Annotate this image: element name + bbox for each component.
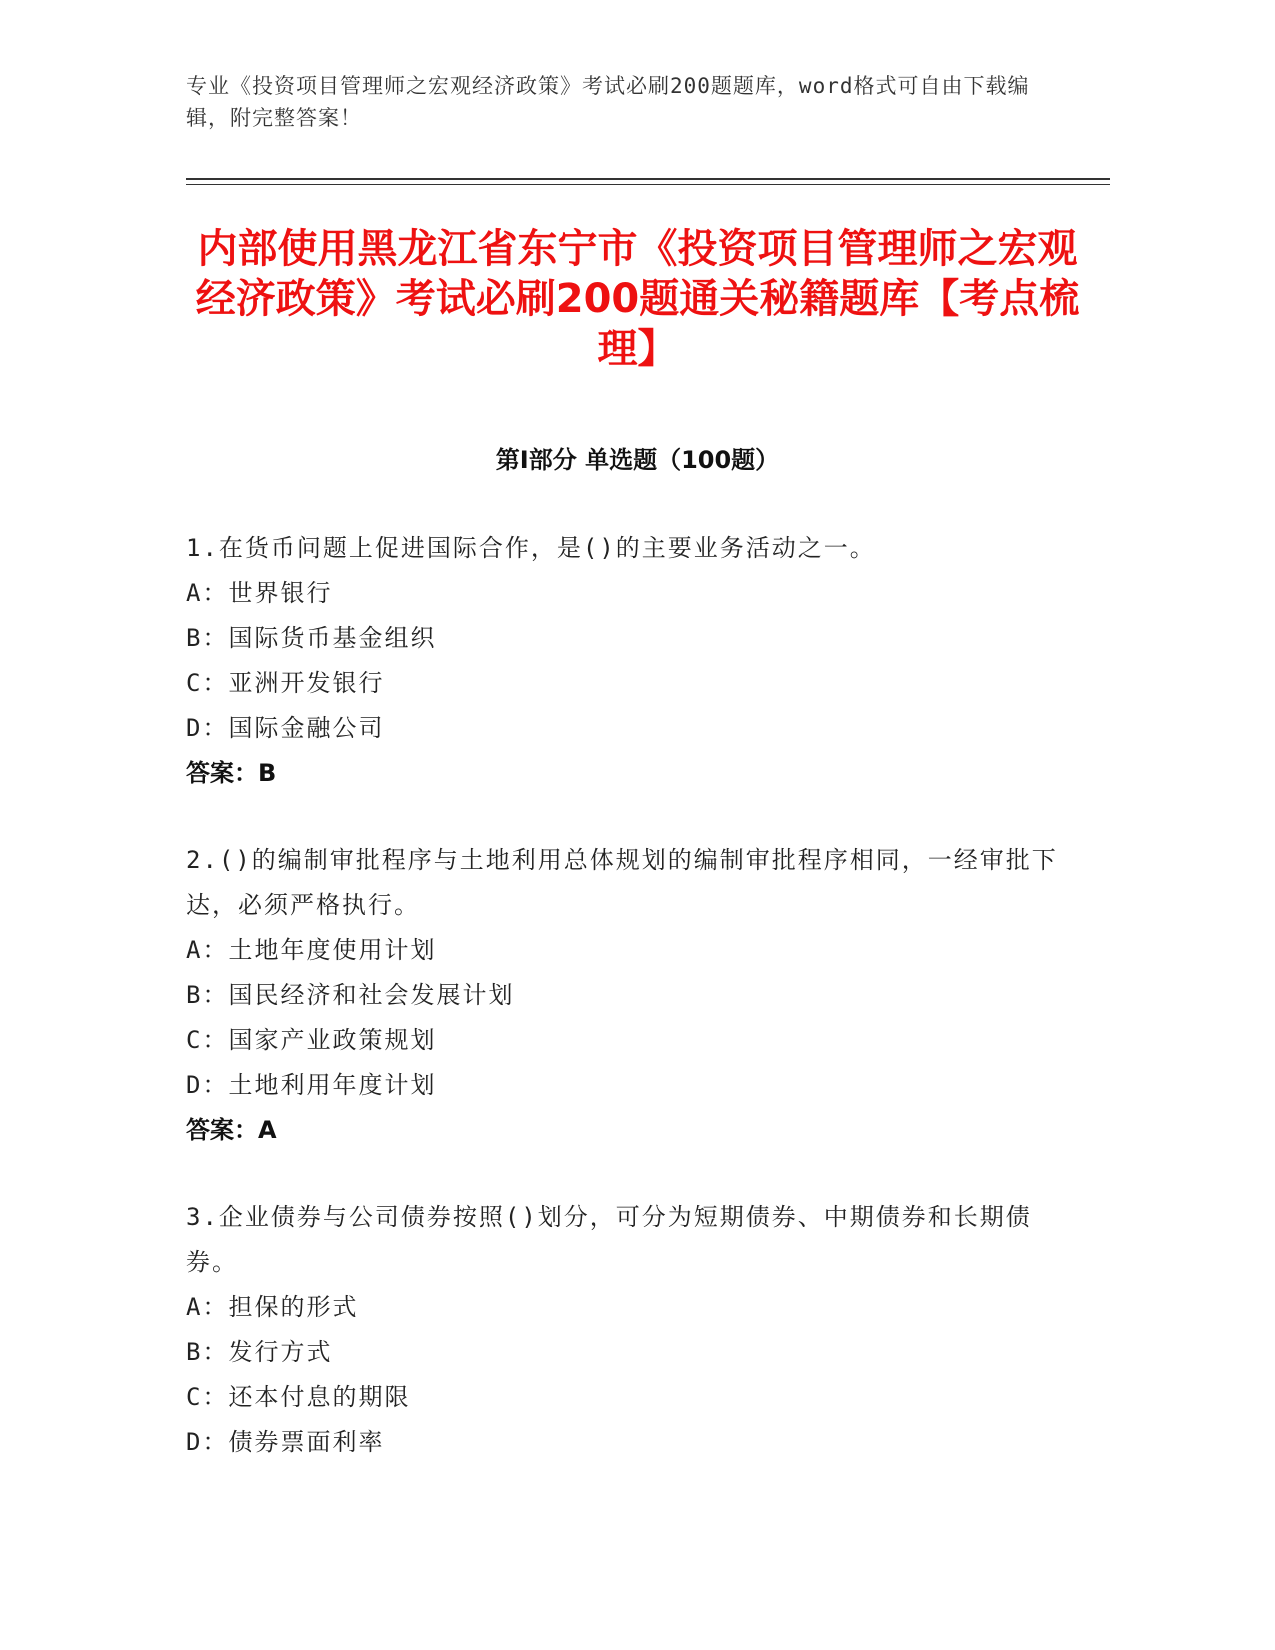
question-stem: 3.企业债券与公司债券按照()划分，可分为短期债券、中期债券和长期债券。 xyxy=(186,1203,1032,1276)
option-d: D：债券票面利率 xyxy=(186,1428,385,1456)
question-3 xyxy=(186,1195,1066,1465)
option-a: A：担保的形式 xyxy=(186,1293,359,1321)
option-d: D：国际金融公司 xyxy=(186,714,385,742)
answer: 答案：B xyxy=(186,759,277,787)
document-title: 内部使用黑龙江省东宁市《投资项目管理师之宏观经济政策》考试必刷200题通关秘籍题库【考点梳理】 xyxy=(195,226,1080,372)
answer: 答案：A xyxy=(186,1116,277,1144)
option-c: C：亚洲开发银行 xyxy=(186,669,385,697)
option-a: A：世界银行 xyxy=(186,579,333,607)
header-rule-bottom xyxy=(186,184,1110,185)
option-c: C：国家产业政策规划 xyxy=(186,1026,437,1054)
option-b: B：发行方式 xyxy=(186,1338,333,1366)
question-list xyxy=(186,526,1066,1507)
option-b: B：国民经济和社会发展计划 xyxy=(186,981,515,1009)
question-stem: 1.在货币问题上促进国际合作，是()的主要业务活动之一。 xyxy=(186,534,876,562)
question-1 xyxy=(186,526,1066,796)
option-a: A：土地年度使用计划 xyxy=(186,936,437,964)
header-rule-top xyxy=(186,178,1110,180)
section-heading: 第Ⅰ部分 单选题（100题） xyxy=(495,446,780,474)
header-note: 专业《投资项目管理师之宏观经济政策》考试必刷200题题库，word格式可自由下载编辑，附完整答案！ xyxy=(186,74,1030,130)
question-2 xyxy=(186,838,1066,1153)
option-d: D：土地利用年度计划 xyxy=(186,1071,437,1099)
question-stem: 2.()的编制审批程序与土地利用总体规划的编制审批程序相同，一经审批下达，必须严格执行。 xyxy=(186,846,1058,919)
option-c: C：还本付息的期限 xyxy=(186,1383,411,1411)
option-b: B：国际货币基金组织 xyxy=(186,624,437,652)
